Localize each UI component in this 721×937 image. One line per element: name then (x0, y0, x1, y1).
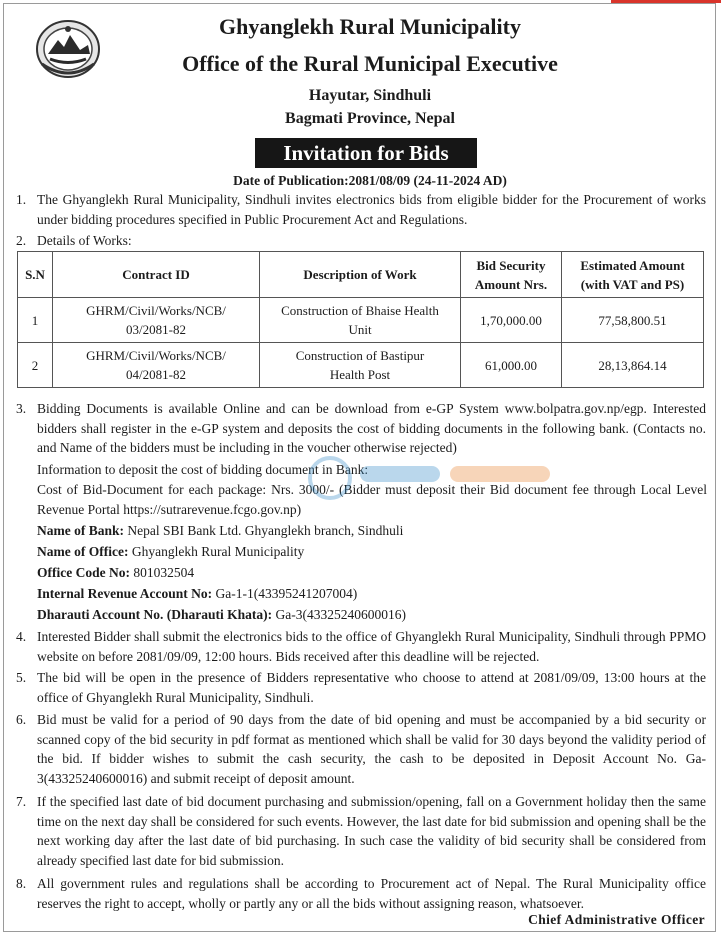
publication-date: Date of Publication:2081/08/09 (24-11-2024 AD) (233, 173, 507, 188)
clause-5 (16, 668, 706, 707)
clause-number: 7. (16, 794, 27, 809)
table-header-row (18, 252, 704, 298)
nepal-emblem-icon (34, 18, 102, 80)
clause-text: Details of Works: (37, 233, 132, 248)
province-line: Bagmati Province, Nepal (285, 110, 455, 127)
clause-3 (16, 399, 706, 458)
cell-bid-security: 61,000.00 (461, 343, 562, 388)
header-estimated-amount: Estimated Amount (with VAT and PS) (562, 252, 704, 298)
header-sn: S.N (18, 252, 53, 298)
cell-estimated-amount: 28,13,864.14 (562, 343, 704, 388)
signature-title: Chief Administrative Officer (528, 912, 705, 927)
bank-name-line: Name of Bank: Nepal SBI Bank Ltd. Ghyanglekh branch, Sindhuli (37, 523, 404, 538)
table-row (18, 343, 704, 388)
title-banner: Invitation for Bids (255, 138, 477, 168)
clause-number: 2. (16, 233, 27, 248)
clause-text: Bid must be valid for a period of 90 days from the date of bid opening and must be accompanied by a bid security or scanned copy of the bid security in pdf format as mentioned which shall be valid for 30 days beyond the validity period of the bid. If bidder wishes to submit the cash security, the cash to be deposited in Deposit Account No. Ga-3(43325240600016) and submit receipt of deposit amount. (37, 712, 706, 786)
clause-2 (16, 231, 706, 251)
clause-number: 5. (16, 670, 27, 685)
cell-description: Construction of Bastipur Health Post (260, 343, 461, 388)
cell-contract-id: GHRM/Civil/Works/NCB/ 04/2081-82 (53, 343, 260, 388)
clause-text: The bid will be open in the presence of Bidders representative who choose to attend at 2081/09/09, 13:00 hours at the office of Ghyanglekh Rural Municipality, Sindhuli. (37, 670, 706, 705)
clause-text: All government rules and regulations shall be according to Procurement act of Nepal. The Rural Municipality office reserves the right to accept, wholly or partly any or all the bids without assigning reason, whatsoever. (37, 876, 706, 911)
clause-number: 8. (16, 876, 27, 891)
corner-mark (611, 0, 721, 3)
clause-number: 4. (16, 629, 27, 644)
bid-document-cost: Cost of Bid-Document for each package: Nrs. 3000/- (Bidder must deposit their Bid document fee through Local Level Revenue Portal https://sutrarevenue.fcgo.gov.np) (37, 482, 707, 517)
cell-contract-id: GHRM/Civil/Works/NCB/ 03/2081-82 (53, 298, 260, 343)
clause-7 (16, 792, 706, 870)
office-code-line: Office Code No: 801032504 (37, 565, 195, 580)
clause-text: Bidding Documents is available Online and can be download from e-GP System www.bolpatra.gov.np/egp. Interested bidders shall register in the e-GP system and deposits the cost of bidding documents in the following bank. (Contacts no. and Name of the bidders must be including in the voucher otherwise rejected) (37, 401, 706, 455)
cell-sn: 1 (18, 298, 53, 343)
clause-8 (16, 874, 706, 913)
header-description: Description of Work (260, 252, 461, 298)
office-name-line: Name of Office: Ghyanglekh Rural Municipality (37, 544, 305, 559)
clause-4 (16, 627, 706, 666)
revenue-account-line: Internal Revenue Account No: Ga-1-1(43395241207004) (37, 586, 358, 601)
municipality-name: Ghyanglekh Rural Municipality (219, 14, 521, 39)
clause-text: If the specified last date of bid document purchasing and submission/opening, fall on a Government holiday then the same time on the next day shall be considered for such events. However, the last date for bid submission and opening shall be the next working day after the last date of bid purchasing. In such case the validity of bid security shall be considered from already specified last date for bid submission. (37, 794, 706, 868)
header-bid-security: Bid Security Amount Nrs. (461, 252, 562, 298)
clause-number: 3. (16, 401, 27, 416)
clause-number: 6. (16, 712, 27, 727)
cell-bid-security: 1,70,000.00 (461, 298, 562, 343)
bank-info-heading: Information to deposit the cost of bidding document in Bank: (37, 462, 369, 477)
header-contract-id: Contract ID (53, 252, 260, 298)
clause-6 (16, 710, 706, 788)
table-row (18, 298, 704, 343)
clause-text: Interested Bidder shall submit the electronics bids to the office of Ghyanglekh Rural Municipality, Sindhuli through PPMO website on before 2081/09/09, 12:00 hours. Bids received after this deadline will be rejected. (37, 629, 706, 664)
clause-number: 1. (16, 192, 27, 207)
office-name: Office of the Rural Municipal Executive (182, 51, 558, 76)
cell-estimated-amount: 77,58,800.51 (562, 298, 704, 343)
cell-description: Construction of Bhaise Health Unit (260, 298, 461, 343)
address-line: Hayutar, Sindhuli (308, 87, 432, 104)
dharauti-account-line: Dharauti Account No. (Dharauti Khata): Ga-3(43325240600016) (37, 607, 406, 622)
cell-sn: 2 (18, 343, 53, 388)
works-table (17, 251, 704, 388)
clause-text: The Ghyanglekh Rural Municipality, Sindhuli invites electronics bids from eligible bidder for the Procurement of works under bidding procedures specified in Public Procurement Act and Regulations. (37, 192, 706, 227)
clause-1 (16, 190, 706, 229)
